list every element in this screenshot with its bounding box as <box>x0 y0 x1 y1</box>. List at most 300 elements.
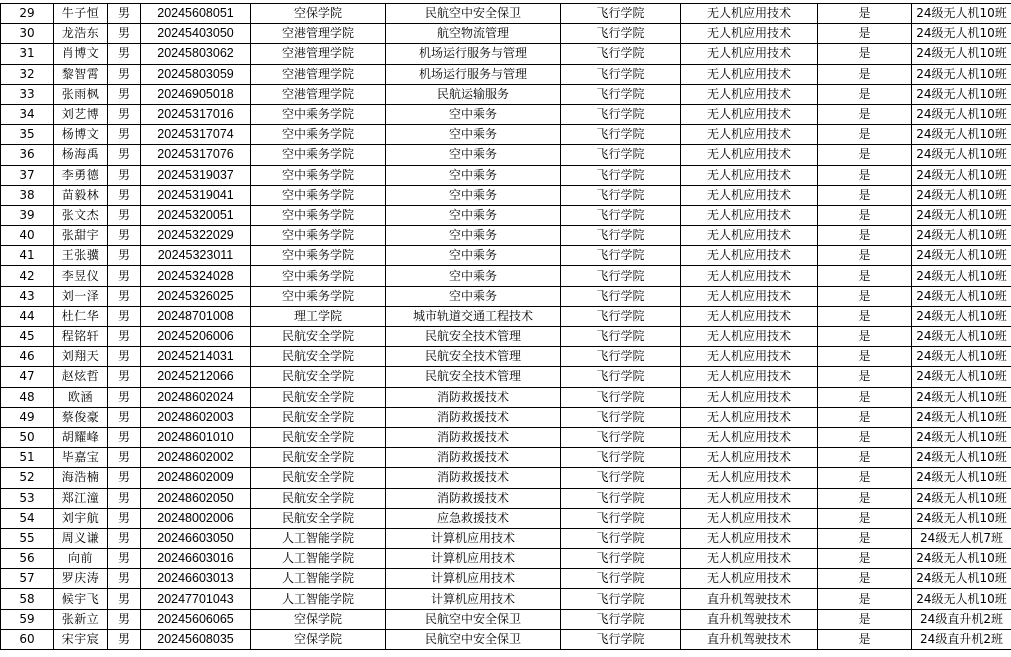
cell-name: 宋宇宸 <box>54 629 108 649</box>
cell-student-id: 20246603050 <box>141 528 251 548</box>
cell-new-college: 飞行学院 <box>561 125 681 145</box>
cell-student-id: 20245606065 <box>141 609 251 629</box>
cell-number: 43 <box>1 286 54 306</box>
cell-number: 30 <box>1 24 54 44</box>
cell-gender: 男 <box>108 508 141 528</box>
cell-number: 42 <box>1 266 54 286</box>
cell-college: 民航安全学院 <box>251 387 386 407</box>
table-row <box>1 347 1011 367</box>
cell-new-college: 飞行学院 <box>561 165 681 185</box>
cell-student-id: 20247701043 <box>141 589 251 609</box>
cell-major: 机场运行服务与管理 <box>386 64 561 84</box>
table-body <box>1 4 1011 650</box>
cell-name: 王张骥 <box>54 246 108 266</box>
cell-class: 24级无人机10班 <box>912 185 1011 205</box>
cell-gender: 男 <box>108 609 141 629</box>
cell-number: 49 <box>1 407 54 427</box>
cell-gender: 男 <box>108 185 141 205</box>
cell-flag: 是 <box>818 468 912 488</box>
cell-new-major: 无人机应用技术 <box>681 226 818 246</box>
cell-student-id: 20245608035 <box>141 629 251 649</box>
cell-new-major: 无人机应用技术 <box>681 488 818 508</box>
cell-college: 空中乘务学院 <box>251 125 386 145</box>
table-row <box>1 44 1011 64</box>
cell-new-college: 飞行学院 <box>561 246 681 266</box>
cell-new-college: 飞行学院 <box>561 205 681 225</box>
cell-college: 空港管理学院 <box>251 44 386 64</box>
cell-new-college: 飞行学院 <box>561 609 681 629</box>
cell-major: 民航安全技术管理 <box>386 367 561 387</box>
cell-name: 牛子恒 <box>54 4 108 24</box>
cell-major: 应急救援技术 <box>386 508 561 528</box>
cell-number: 60 <box>1 629 54 649</box>
cell-class: 24级无人机10班 <box>912 306 1011 326</box>
cell-number: 44 <box>1 306 54 326</box>
cell-major: 消防救援技术 <box>386 387 561 407</box>
cell-flag: 是 <box>818 387 912 407</box>
cell-student-id: 20248602024 <box>141 387 251 407</box>
cell-class: 24级无人机10班 <box>912 488 1011 508</box>
cell-new-college: 飞行学院 <box>561 327 681 347</box>
cell-gender: 男 <box>108 145 141 165</box>
cell-flag: 是 <box>818 549 912 569</box>
table-row <box>1 306 1011 326</box>
cell-major: 民航安全技术管理 <box>386 327 561 347</box>
table-row <box>1 145 1011 165</box>
cell-name: 刘宇航 <box>54 508 108 528</box>
table-row <box>1 286 1011 306</box>
cell-class: 24级无人机10班 <box>912 266 1011 286</box>
cell-new-college: 飞行学院 <box>561 549 681 569</box>
cell-class: 24级无人机10班 <box>912 246 1011 266</box>
cell-new-college: 飞行学院 <box>561 347 681 367</box>
cell-class: 24级无人机10班 <box>912 226 1011 246</box>
cell-number: 34 <box>1 104 54 124</box>
cell-class: 24级无人机10班 <box>912 347 1011 367</box>
cell-student-id: 20245317074 <box>141 125 251 145</box>
cell-flag: 是 <box>818 64 912 84</box>
cell-new-major: 无人机应用技术 <box>681 569 818 589</box>
cell-college: 空中乘务学院 <box>251 104 386 124</box>
cell-student-id: 20248002006 <box>141 508 251 528</box>
cell-flag: 是 <box>818 185 912 205</box>
cell-flag: 是 <box>818 367 912 387</box>
cell-class: 24级无人机10班 <box>912 387 1011 407</box>
cell-class: 24级无人机10班 <box>912 125 1011 145</box>
cell-gender: 男 <box>108 387 141 407</box>
cell-number: 55 <box>1 528 54 548</box>
cell-new-college: 飞行学院 <box>561 185 681 205</box>
cell-name: 杜仁华 <box>54 306 108 326</box>
cell-student-id: 20248602003 <box>141 407 251 427</box>
cell-new-major: 无人机应用技术 <box>681 549 818 569</box>
cell-major: 民航空中安全保卫 <box>386 629 561 649</box>
cell-college: 空港管理学院 <box>251 24 386 44</box>
cell-major: 空中乘务 <box>386 125 561 145</box>
cell-major: 航空物流管理 <box>386 24 561 44</box>
cell-college: 空港管理学院 <box>251 64 386 84</box>
cell-new-major: 无人机应用技术 <box>681 44 818 64</box>
cell-gender: 男 <box>108 286 141 306</box>
cell-new-college: 飞行学院 <box>561 145 681 165</box>
table-row <box>1 226 1011 246</box>
cell-new-college: 飞行学院 <box>561 266 681 286</box>
cell-college: 空中乘务学院 <box>251 185 386 205</box>
cell-student-id: 20246603016 <box>141 549 251 569</box>
cell-number: 45 <box>1 327 54 347</box>
cell-new-major: 无人机应用技术 <box>681 205 818 225</box>
cell-major: 城市轨道交通工程技术 <box>386 306 561 326</box>
cell-major: 消防救援技术 <box>386 448 561 468</box>
cell-new-college: 飞行学院 <box>561 468 681 488</box>
cell-new-major: 无人机应用技术 <box>681 165 818 185</box>
cell-class: 24级直升机2班 <box>912 609 1011 629</box>
cell-new-college: 飞行学院 <box>561 629 681 649</box>
cell-name: 张新立 <box>54 609 108 629</box>
cell-major: 空中乘务 <box>386 246 561 266</box>
table-row <box>1 387 1011 407</box>
table-row <box>1 165 1011 185</box>
cell-flag: 是 <box>818 266 912 286</box>
cell-gender: 男 <box>108 84 141 104</box>
cell-name: 向前 <box>54 549 108 569</box>
cell-college: 民航安全学院 <box>251 347 386 367</box>
table-row <box>1 407 1011 427</box>
cell-name: 周义谦 <box>54 528 108 548</box>
cell-name: 欧涵 <box>54 387 108 407</box>
cell-new-college: 飞行学院 <box>561 104 681 124</box>
cell-major: 机场运行服务与管理 <box>386 44 561 64</box>
cell-major: 消防救援技术 <box>386 407 561 427</box>
cell-new-college: 飞行学院 <box>561 226 681 246</box>
cell-gender: 男 <box>108 306 141 326</box>
cell-gender: 男 <box>108 266 141 286</box>
cell-number: 32 <box>1 64 54 84</box>
cell-major: 民航运输服务 <box>386 84 561 104</box>
cell-gender: 男 <box>108 629 141 649</box>
cell-gender: 男 <box>108 104 141 124</box>
cell-new-major: 无人机应用技术 <box>681 145 818 165</box>
cell-name: 肖博文 <box>54 44 108 64</box>
cell-flag: 是 <box>818 488 912 508</box>
cell-student-id: 20245214031 <box>141 347 251 367</box>
cell-number: 50 <box>1 427 54 447</box>
cell-gender: 男 <box>108 488 141 508</box>
table-row <box>1 205 1011 225</box>
cell-college: 民航安全学院 <box>251 448 386 468</box>
cell-name: 苗毅林 <box>54 185 108 205</box>
cell-name: 胡耀峰 <box>54 427 108 447</box>
cell-name: 张文杰 <box>54 205 108 225</box>
cell-gender: 男 <box>108 367 141 387</box>
cell-student-id: 20245803059 <box>141 64 251 84</box>
cell-gender: 男 <box>108 165 141 185</box>
cell-student-id: 20246603013 <box>141 569 251 589</box>
table-row <box>1 246 1011 266</box>
cell-flag: 是 <box>818 528 912 548</box>
cell-new-college: 飞行学院 <box>561 44 681 64</box>
cell-college: 空中乘务学院 <box>251 205 386 225</box>
cell-name: 龙浩东 <box>54 24 108 44</box>
cell-new-major: 无人机应用技术 <box>681 528 818 548</box>
table-row <box>1 266 1011 286</box>
cell-number: 46 <box>1 347 54 367</box>
cell-new-major: 无人机应用技术 <box>681 427 818 447</box>
cell-name: 李勇德 <box>54 165 108 185</box>
cell-student-id: 20245317016 <box>141 104 251 124</box>
cell-flag: 是 <box>818 448 912 468</box>
cell-flag: 是 <box>818 84 912 104</box>
cell-new-major: 无人机应用技术 <box>681 4 818 24</box>
cell-college: 空中乘务学院 <box>251 246 386 266</box>
table-row <box>1 84 1011 104</box>
cell-major: 空中乘务 <box>386 104 561 124</box>
cell-flag: 是 <box>818 589 912 609</box>
cell-new-college: 飞行学院 <box>561 488 681 508</box>
cell-number: 47 <box>1 367 54 387</box>
cell-name: 张甜宇 <box>54 226 108 246</box>
cell-number: 52 <box>1 468 54 488</box>
cell-gender: 男 <box>108 44 141 64</box>
cell-flag: 是 <box>818 24 912 44</box>
cell-new-college: 飞行学院 <box>561 508 681 528</box>
cell-college: 人工智能学院 <box>251 589 386 609</box>
table-row <box>1 185 1011 205</box>
cell-major: 空中乘务 <box>386 226 561 246</box>
cell-new-major: 无人机应用技术 <box>681 104 818 124</box>
cell-flag: 是 <box>818 145 912 165</box>
cell-new-major: 直升机驾驶技术 <box>681 629 818 649</box>
cell-new-college: 飞行学院 <box>561 407 681 427</box>
cell-college: 民航安全学院 <box>251 327 386 347</box>
cell-number: 54 <box>1 508 54 528</box>
cell-major: 民航安全技术管理 <box>386 347 561 367</box>
cell-major: 空中乘务 <box>386 185 561 205</box>
cell-new-college: 飞行学院 <box>561 528 681 548</box>
cell-class: 24级无人机10班 <box>912 145 1011 165</box>
cell-student-id: 20248701008 <box>141 306 251 326</box>
cell-flag: 是 <box>818 246 912 266</box>
cell-number: 35 <box>1 125 54 145</box>
table-row <box>1 569 1011 589</box>
cell-college: 空保学院 <box>251 4 386 24</box>
cell-new-major: 无人机应用技术 <box>681 64 818 84</box>
cell-class: 24级直升机2班 <box>912 629 1011 649</box>
cell-student-id: 20245324028 <box>141 266 251 286</box>
cell-name: 赵炫哲 <box>54 367 108 387</box>
cell-major: 消防救援技术 <box>386 468 561 488</box>
student-transfer-table <box>0 3 1011 650</box>
cell-gender: 男 <box>108 125 141 145</box>
cell-college: 空中乘务学院 <box>251 165 386 185</box>
cell-college: 民航安全学院 <box>251 468 386 488</box>
cell-new-major: 无人机应用技术 <box>681 246 818 266</box>
cell-gender: 男 <box>108 226 141 246</box>
cell-new-college: 飞行学院 <box>561 569 681 589</box>
cell-major: 空中乘务 <box>386 145 561 165</box>
cell-college: 空中乘务学院 <box>251 266 386 286</box>
cell-major: 民航空中安全保卫 <box>386 609 561 629</box>
cell-name: 张雨枫 <box>54 84 108 104</box>
cell-flag: 是 <box>818 427 912 447</box>
cell-gender: 男 <box>108 347 141 367</box>
cell-new-major: 无人机应用技术 <box>681 468 818 488</box>
cell-student-id: 20245403050 <box>141 24 251 44</box>
cell-major: 消防救援技术 <box>386 427 561 447</box>
cell-name: 蔡俊豪 <box>54 407 108 427</box>
cell-student-id: 20245206006 <box>141 327 251 347</box>
cell-name: 候宇飞 <box>54 589 108 609</box>
cell-class: 24级无人机10班 <box>912 205 1011 225</box>
table-row <box>1 528 1011 548</box>
cell-major: 空中乘务 <box>386 266 561 286</box>
cell-student-id: 20248602050 <box>141 488 251 508</box>
cell-class: 24级无人机10班 <box>912 44 1011 64</box>
cell-new-college: 飞行学院 <box>561 64 681 84</box>
cell-gender: 男 <box>108 327 141 347</box>
cell-new-major: 无人机应用技术 <box>681 185 818 205</box>
cell-number: 36 <box>1 145 54 165</box>
cell-gender: 男 <box>108 549 141 569</box>
cell-student-id: 20248602002 <box>141 448 251 468</box>
cell-class: 24级无人机10班 <box>912 448 1011 468</box>
cell-college: 理工学院 <box>251 306 386 326</box>
cell-flag: 是 <box>818 629 912 649</box>
table-row <box>1 508 1011 528</box>
cell-number: 51 <box>1 448 54 468</box>
cell-new-major: 无人机应用技术 <box>681 266 818 286</box>
table-row <box>1 629 1011 649</box>
cell-student-id: 20245608051 <box>141 4 251 24</box>
cell-new-college: 飞行学院 <box>561 427 681 447</box>
cell-name: 刘翔天 <box>54 347 108 367</box>
cell-college: 空中乘务学院 <box>251 226 386 246</box>
cell-college: 人工智能学院 <box>251 569 386 589</box>
cell-number: 29 <box>1 4 54 24</box>
cell-college: 人工智能学院 <box>251 528 386 548</box>
cell-major: 计算机应用技术 <box>386 549 561 569</box>
cell-new-major: 无人机应用技术 <box>681 125 818 145</box>
cell-gender: 男 <box>108 427 141 447</box>
cell-student-id: 20245803062 <box>141 44 251 64</box>
cell-flag: 是 <box>818 508 912 528</box>
table-row <box>1 327 1011 347</box>
cell-number: 40 <box>1 226 54 246</box>
cell-student-id: 20245323011 <box>141 246 251 266</box>
cell-new-major: 无人机应用技术 <box>681 407 818 427</box>
table-row <box>1 549 1011 569</box>
cell-student-id: 20245319041 <box>141 185 251 205</box>
cell-college: 空保学院 <box>251 629 386 649</box>
cell-name: 郑江潼 <box>54 488 108 508</box>
cell-new-major: 无人机应用技术 <box>681 286 818 306</box>
cell-name: 刘一泽 <box>54 286 108 306</box>
cell-new-major: 无人机应用技术 <box>681 448 818 468</box>
cell-number: 31 <box>1 44 54 64</box>
cell-college: 民航安全学院 <box>251 488 386 508</box>
cell-new-college: 飞行学院 <box>561 589 681 609</box>
cell-flag: 是 <box>818 205 912 225</box>
table-row <box>1 468 1011 488</box>
cell-number: 58 <box>1 589 54 609</box>
cell-gender: 男 <box>108 569 141 589</box>
cell-number: 41 <box>1 246 54 266</box>
cell-new-major: 无人机应用技术 <box>681 327 818 347</box>
cell-flag: 是 <box>818 569 912 589</box>
cell-number: 37 <box>1 165 54 185</box>
table-row <box>1 24 1011 44</box>
cell-class: 24级无人机10班 <box>912 468 1011 488</box>
table-row <box>1 367 1011 387</box>
cell-flag: 是 <box>818 165 912 185</box>
cell-class: 24级无人机10班 <box>912 589 1011 609</box>
cell-major: 计算机应用技术 <box>386 528 561 548</box>
table-row <box>1 609 1011 629</box>
cell-gender: 男 <box>108 589 141 609</box>
cell-gender: 男 <box>108 64 141 84</box>
cell-new-college: 飞行学院 <box>561 84 681 104</box>
cell-major: 消防救援技术 <box>386 488 561 508</box>
cell-class: 24级无人机10班 <box>912 549 1011 569</box>
cell-name: 毕嘉宝 <box>54 448 108 468</box>
cell-college: 空中乘务学院 <box>251 145 386 165</box>
cell-class: 24级无人机10班 <box>912 569 1011 589</box>
cell-gender: 男 <box>108 246 141 266</box>
cell-class: 24级无人机10班 <box>912 286 1011 306</box>
cell-number: 53 <box>1 488 54 508</box>
cell-college: 民航安全学院 <box>251 367 386 387</box>
cell-number: 59 <box>1 609 54 629</box>
cell-flag: 是 <box>818 347 912 367</box>
table-row <box>1 448 1011 468</box>
cell-major: 民航空中安全保卫 <box>386 4 561 24</box>
cell-new-major: 无人机应用技术 <box>681 387 818 407</box>
cell-flag: 是 <box>818 327 912 347</box>
cell-new-college: 飞行学院 <box>561 24 681 44</box>
cell-student-id: 20248601010 <box>141 427 251 447</box>
table-row <box>1 125 1011 145</box>
cell-name: 李昱仪 <box>54 266 108 286</box>
cell-college: 人工智能学院 <box>251 549 386 569</box>
cell-flag: 是 <box>818 306 912 326</box>
cell-new-college: 飞行学院 <box>561 286 681 306</box>
cell-new-major: 无人机应用技术 <box>681 84 818 104</box>
table-row <box>1 104 1011 124</box>
cell-college: 民航安全学院 <box>251 407 386 427</box>
cell-class: 24级无人机10班 <box>912 367 1011 387</box>
table-row <box>1 488 1011 508</box>
cell-flag: 是 <box>818 226 912 246</box>
cell-class: 24级无人机10班 <box>912 4 1011 24</box>
cell-student-id: 20248602009 <box>141 468 251 488</box>
cell-name: 黎智霄 <box>54 64 108 84</box>
cell-new-college: 飞行学院 <box>561 367 681 387</box>
cell-flag: 是 <box>818 286 912 306</box>
cell-number: 39 <box>1 205 54 225</box>
cell-new-college: 飞行学院 <box>561 4 681 24</box>
cell-major: 空中乘务 <box>386 165 561 185</box>
cell-new-major: 无人机应用技术 <box>681 24 818 44</box>
cell-new-major: 无人机应用技术 <box>681 347 818 367</box>
cell-class: 24级无人机10班 <box>912 24 1011 44</box>
cell-new-major: 无人机应用技术 <box>681 367 818 387</box>
cell-student-id: 20245320051 <box>141 205 251 225</box>
cell-new-major: 直升机驾驶技术 <box>681 609 818 629</box>
cell-major: 计算机应用技术 <box>386 589 561 609</box>
cell-flag: 是 <box>818 4 912 24</box>
cell-number: 56 <box>1 549 54 569</box>
cell-college: 民航安全学院 <box>251 508 386 528</box>
